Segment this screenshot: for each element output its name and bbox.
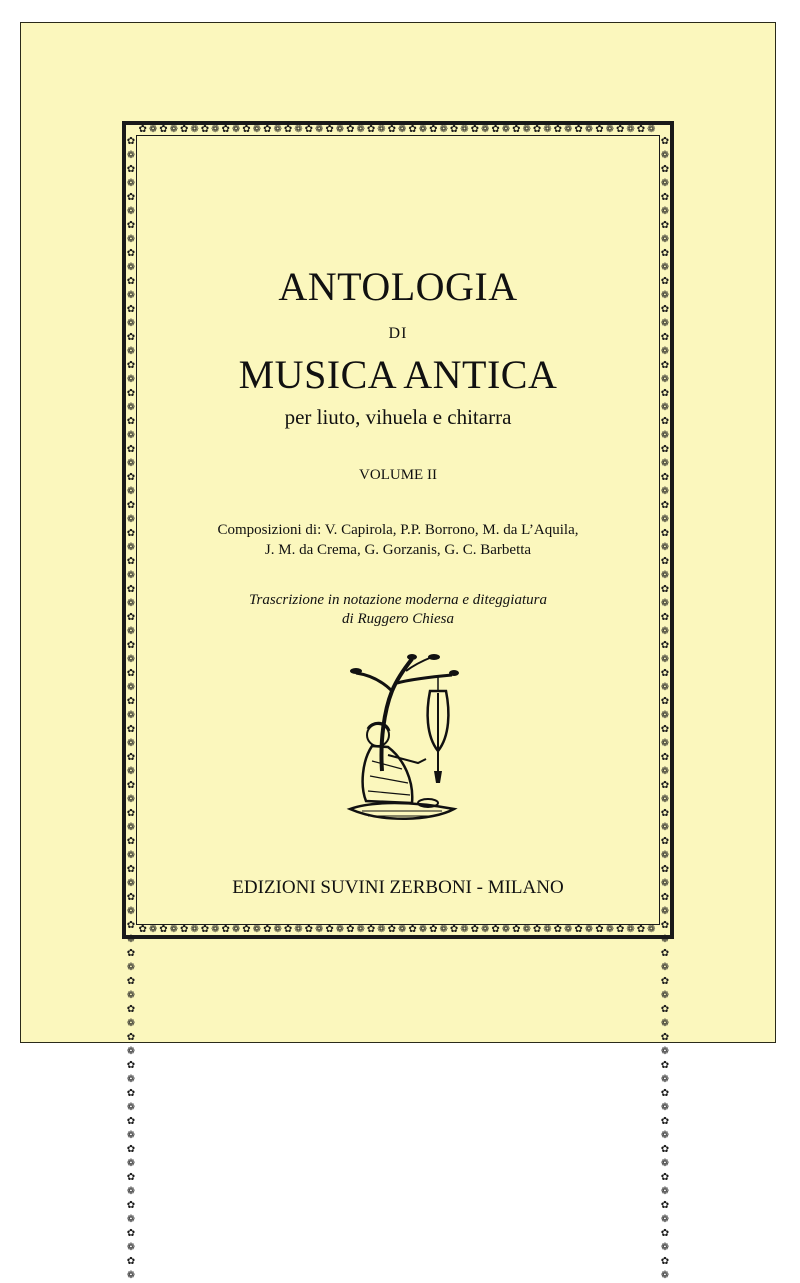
- cover-content: [148, 147, 648, 913]
- floral-border-left-icon: ✿❁✿❁✿❁✿❁✿❁✿❁✿❁✿❁✿❁✿❁✿❁✿❁✿❁✿❁✿❁✿❁✿❁✿❁✿❁✿❁✿❁✿❁✿❁✿❁✿❁✿❁✿❁✿❁✿❁✿❁✿❁✿❁✿❁✿❁✿❁✿❁✿❁✿❁✿❁✿❁✿❁: [126, 136, 136, 1281]
- volume-label: VOLUME II: [359, 467, 437, 483]
- ornamental-frame: [122, 121, 674, 1281]
- transcription-credit: [148, 591, 648, 629]
- title-connector: DI: [388, 325, 408, 342]
- composers-list: [148, 520, 648, 560]
- subtitle: per liuto, vihuela e chitarra: [284, 405, 512, 429]
- composers-line-2: J. M. da Crema, G. Gorzanis, G. C. Barbetta: [264, 542, 532, 558]
- title-line-1: ANTOLOGIA: [278, 264, 518, 309]
- floral-border-bottom-icon: ✿❁✿❁✿❁✿❁✿❁✿❁✿❁✿❁✿❁✿❁✿❁✿❁✿❁✿❁✿❁✿❁✿❁✿❁✿❁✿❁✿❁✿❁✿❁✿❁✿❁: [138, 924, 658, 935]
- lute-player-woodcut-icon: [342, 651, 472, 837]
- transcription-line-2: di Ruggero Chiesa: [342, 611, 454, 627]
- floral-border-top-icon: ✿❁✿❁✿❁✿❁✿❁✿❁✿❁✿❁✿❁✿❁✿❁✿❁✿❁✿❁✿❁✿❁✿❁✿❁✿❁✿❁✿❁✿❁✿❁✿❁✿❁: [138, 124, 658, 135]
- book-cover: [20, 22, 776, 1281]
- composers-line-1: Composizioni di: V. Capirola, P.P. Borrono, M. da L’Aquila,: [217, 522, 579, 538]
- publisher-name: EDIZIONI SUVINI ZERBONI - MILANO: [232, 877, 564, 898]
- floral-border-right-icon: ✿❁✿❁✿❁✿❁✿❁✿❁✿❁✿❁✿❁✿❁✿❁✿❁✿❁✿❁✿❁✿❁✿❁✿❁✿❁✿❁✿❁✿❁✿❁✿❁✿❁✿❁✿❁✿❁✿❁✿❁✿❁✿❁✿❁✿❁✿❁✿❁✿❁✿❁✿❁✿❁✿❁: [660, 136, 670, 1281]
- transcription-line-1: Trascrizione in notazione moderna e diteggiatura: [249, 592, 547, 608]
- title-line-2: MUSICA ANTICA: [238, 352, 558, 397]
